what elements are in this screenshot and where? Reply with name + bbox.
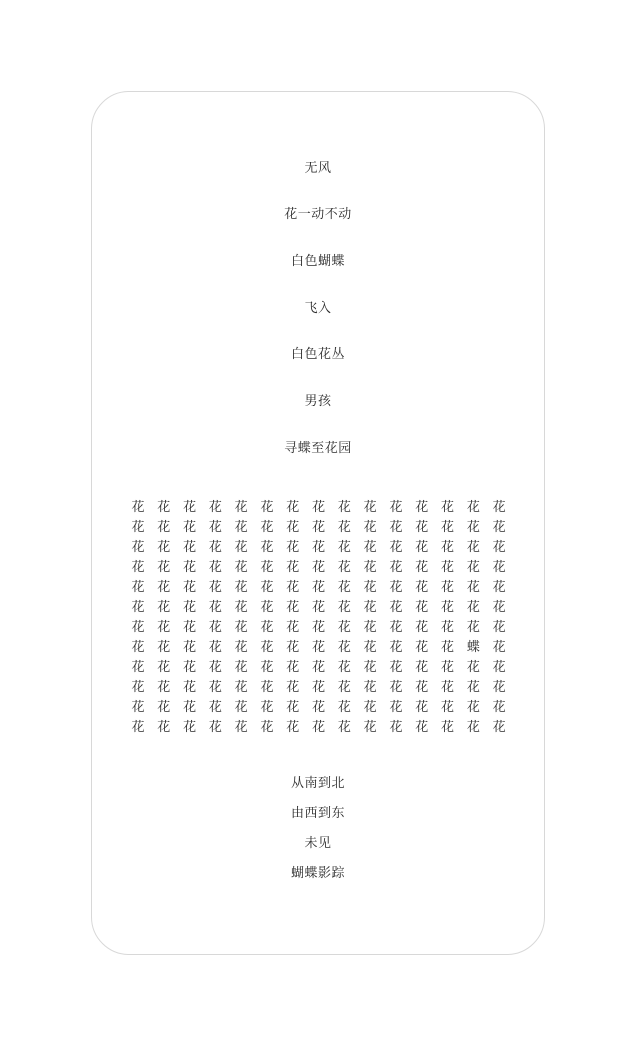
flower-char: 花 — [234, 620, 248, 635]
flower-char: 花 — [312, 560, 326, 575]
flower-char: 花 — [234, 500, 248, 515]
flower-grid — [131, 499, 507, 739]
flower-char: 花 — [337, 500, 351, 515]
flower-char: 花 — [466, 520, 480, 535]
flower-char: 花 — [208, 640, 222, 655]
flower-char: 花 — [312, 520, 326, 535]
flower-char: 花 — [157, 600, 171, 615]
flower-char: 花 — [466, 560, 480, 575]
flower-char: 花 — [363, 700, 377, 715]
flower-char: 花 — [260, 640, 274, 655]
flower-char: 花 — [492, 600, 506, 615]
flower-char: 花 — [363, 540, 377, 555]
flower-char: 花 — [389, 660, 403, 675]
flower-char: 花 — [441, 500, 455, 515]
flower-char: 花 — [286, 720, 300, 735]
flower-char: 花 — [131, 660, 145, 675]
flower-char: 花 — [492, 680, 506, 695]
flower-char: 花 — [131, 540, 145, 555]
flower-char: 花 — [441, 660, 455, 675]
flower-char: 花 — [157, 500, 171, 515]
flower-char: 花 — [492, 640, 506, 655]
flower-char: 花 — [183, 620, 197, 635]
flower-char: 花 — [492, 520, 506, 535]
flower-char: 花 — [492, 560, 506, 575]
flower-char: 花 — [183, 640, 197, 655]
flower-char: 花 — [415, 640, 429, 655]
flower-char: 花 — [415, 660, 429, 675]
flower-char: 花 — [234, 580, 248, 595]
flower-char: 花 — [208, 680, 222, 695]
flower-char: 花 — [312, 720, 326, 735]
poem-line: 花一动不动 — [284, 207, 352, 222]
flower-char: 花 — [389, 700, 403, 715]
poem-line: 未见 — [304, 836, 332, 851]
poem-line: 从南到北 — [290, 776, 345, 791]
flower-char: 花 — [234, 660, 248, 675]
flower-char: 花 — [312, 620, 326, 635]
flower-char: 花 — [260, 680, 274, 695]
flower-char: 花 — [208, 620, 222, 635]
flower-char: 花 — [389, 540, 403, 555]
flower-char: 花 — [234, 600, 248, 615]
flower-char: 花 — [183, 540, 197, 555]
flower-char: 花 — [286, 620, 300, 635]
flower-char: 花 — [131, 580, 145, 595]
flower-char: 花 — [234, 720, 248, 735]
poem-line: 寻蝶至花园 — [284, 441, 352, 456]
flower-char: 花 — [131, 680, 145, 695]
flower-char: 花 — [286, 580, 300, 595]
flower-char: 花 — [286, 600, 300, 615]
flower-char: 花 — [183, 720, 197, 735]
flower-char: 花 — [337, 700, 351, 715]
flower-char: 花 — [131, 720, 145, 735]
flower-char: 花 — [337, 720, 351, 735]
flower-char: 花 — [131, 640, 145, 655]
flower-char: 花 — [234, 540, 248, 555]
flower-char: 花 — [157, 720, 171, 735]
flower-char: 花 — [363, 580, 377, 595]
flower-char: 花 — [312, 640, 326, 655]
flower-char: 花 — [466, 580, 480, 595]
flower-char: 花 — [441, 560, 455, 575]
flower-char: 花 — [363, 600, 377, 615]
poem-line: 飞入 — [304, 301, 332, 316]
flower-char: 花 — [208, 660, 222, 675]
flower-char: 花 — [415, 680, 429, 695]
flower-char: 花 — [389, 560, 403, 575]
flower-char: 花 — [441, 640, 455, 655]
flower-char: 花 — [157, 580, 171, 595]
flower-char: 花 — [183, 660, 197, 675]
flower-char: 花 — [234, 560, 248, 575]
flower-char: 花 — [492, 660, 506, 675]
flower-char: 花 — [157, 540, 171, 555]
flower-char: 花 — [466, 700, 480, 715]
flower-char: 花 — [492, 580, 506, 595]
flower-char: 花 — [312, 660, 326, 675]
flower-char: 花 — [389, 640, 403, 655]
flower-char: 花 — [337, 660, 351, 675]
flower-char: 花 — [441, 600, 455, 615]
flower-char: 花 — [415, 700, 429, 715]
flower-char: 花 — [286, 520, 300, 535]
flower-char: 花 — [157, 620, 171, 635]
flower-char: 花 — [208, 580, 222, 595]
flower-char: 花 — [312, 680, 326, 695]
flower-char: 花 — [183, 520, 197, 535]
flower-char: 花 — [312, 540, 326, 555]
flower-char: 花 — [441, 700, 455, 715]
poem-line: 由西到东 — [290, 806, 345, 821]
flower-char: 花 — [131, 620, 145, 635]
flower-char: 花 — [337, 640, 351, 655]
flower-char: 花 — [208, 520, 222, 535]
flower-char: 花 — [337, 540, 351, 555]
butterfly-char: 蝶 — [466, 640, 480, 655]
flower-char: 花 — [208, 560, 222, 575]
flower-char: 花 — [157, 680, 171, 695]
flower-char: 花 — [466, 500, 480, 515]
flower-char: 花 — [208, 600, 222, 615]
flower-char: 花 — [337, 620, 351, 635]
flower-char: 花 — [183, 600, 197, 615]
flower-char: 花 — [260, 580, 274, 595]
flower-char: 花 — [286, 660, 300, 675]
flower-char: 花 — [337, 520, 351, 535]
flower-char: 花 — [389, 680, 403, 695]
flower-char: 花 — [286, 540, 300, 555]
flower-char: 花 — [415, 560, 429, 575]
flower-char: 花 — [260, 560, 274, 575]
flower-char: 花 — [131, 700, 145, 715]
flower-char: 花 — [157, 560, 171, 575]
flower-char: 花 — [183, 680, 197, 695]
poem-line: 男孩 — [304, 394, 332, 409]
flower-char: 花 — [363, 680, 377, 695]
flower-char: 花 — [157, 640, 171, 655]
flower-char: 花 — [415, 540, 429, 555]
flower-char: 花 — [389, 520, 403, 535]
flower-char: 花 — [441, 720, 455, 735]
flower-char: 花 — [363, 520, 377, 535]
poem-line: 无风 — [304, 161, 332, 176]
flower-char: 花 — [234, 700, 248, 715]
flower-char: 花 — [131, 560, 145, 575]
flower-char: 花 — [415, 520, 429, 535]
flower-char: 花 — [286, 680, 300, 695]
flower-char: 花 — [131, 500, 145, 515]
flower-char: 花 — [131, 600, 145, 615]
flower-char: 花 — [260, 600, 274, 615]
poem-card — [91, 91, 545, 955]
flower-char: 花 — [492, 620, 506, 635]
flower-char: 花 — [157, 660, 171, 675]
flower-char: 花 — [183, 560, 197, 575]
flower-char: 花 — [415, 500, 429, 515]
flower-char: 花 — [492, 500, 506, 515]
flower-char: 花 — [363, 500, 377, 515]
flower-char: 花 — [157, 700, 171, 715]
flower-char: 花 — [286, 500, 300, 515]
flower-char: 花 — [337, 560, 351, 575]
flower-char: 花 — [466, 540, 480, 555]
flower-char: 花 — [363, 640, 377, 655]
poem-line: 蝴蝶影踪 — [290, 866, 345, 881]
flower-char: 花 — [441, 540, 455, 555]
flower-char: 花 — [234, 680, 248, 695]
flower-char: 花 — [208, 540, 222, 555]
flower-char: 花 — [183, 500, 197, 515]
flower-char: 花 — [183, 580, 197, 595]
flower-char: 花 — [466, 660, 480, 675]
flower-char: 花 — [234, 640, 248, 655]
flower-char: 花 — [286, 560, 300, 575]
flower-char: 花 — [260, 500, 274, 515]
flower-char: 花 — [260, 540, 274, 555]
flower-char: 花 — [260, 720, 274, 735]
flower-char: 花 — [415, 720, 429, 735]
flower-char: 花 — [492, 540, 506, 555]
flower-char: 花 — [260, 520, 274, 535]
flower-char: 花 — [466, 620, 480, 635]
flower-char: 花 — [337, 600, 351, 615]
flower-char: 花 — [466, 600, 480, 615]
poem-line: 白色花丛 — [290, 347, 345, 362]
flower-char: 花 — [312, 600, 326, 615]
flower-char: 花 — [415, 620, 429, 635]
flower-char: 花 — [363, 720, 377, 735]
flower-char: 花 — [492, 720, 506, 735]
flower-char: 花 — [286, 640, 300, 655]
flower-char: 花 — [389, 580, 403, 595]
flower-char: 花 — [441, 680, 455, 695]
flower-char: 花 — [466, 680, 480, 695]
flower-char: 花 — [466, 720, 480, 735]
flower-char: 花 — [208, 500, 222, 515]
flower-char: 花 — [363, 660, 377, 675]
flower-char: 花 — [441, 580, 455, 595]
flower-char: 花 — [492, 700, 506, 715]
flower-char: 花 — [260, 660, 274, 675]
flower-char: 花 — [131, 520, 145, 535]
flower-char: 花 — [208, 700, 222, 715]
flower-char: 花 — [234, 520, 248, 535]
flower-char: 花 — [415, 580, 429, 595]
flower-char: 花 — [208, 720, 222, 735]
flower-char: 花 — [286, 700, 300, 715]
flower-char: 花 — [157, 520, 171, 535]
flower-char: 花 — [441, 620, 455, 635]
flower-char: 花 — [260, 700, 274, 715]
flower-char: 花 — [312, 700, 326, 715]
flower-char: 花 — [389, 720, 403, 735]
flower-char: 花 — [389, 620, 403, 635]
flower-char: 花 — [312, 500, 326, 515]
flower-char: 花 — [337, 580, 351, 595]
flower-char: 花 — [389, 600, 403, 615]
flower-char: 花 — [337, 680, 351, 695]
flower-char: 花 — [260, 620, 274, 635]
flower-char: 花 — [441, 520, 455, 535]
flower-char: 花 — [183, 700, 197, 715]
flower-char: 花 — [415, 600, 429, 615]
flower-char: 花 — [363, 560, 377, 575]
poem-line: 白色蝴蝶 — [290, 254, 345, 269]
flower-char: 花 — [389, 500, 403, 515]
flower-char: 花 — [312, 580, 326, 595]
flower-char: 花 — [363, 620, 377, 635]
